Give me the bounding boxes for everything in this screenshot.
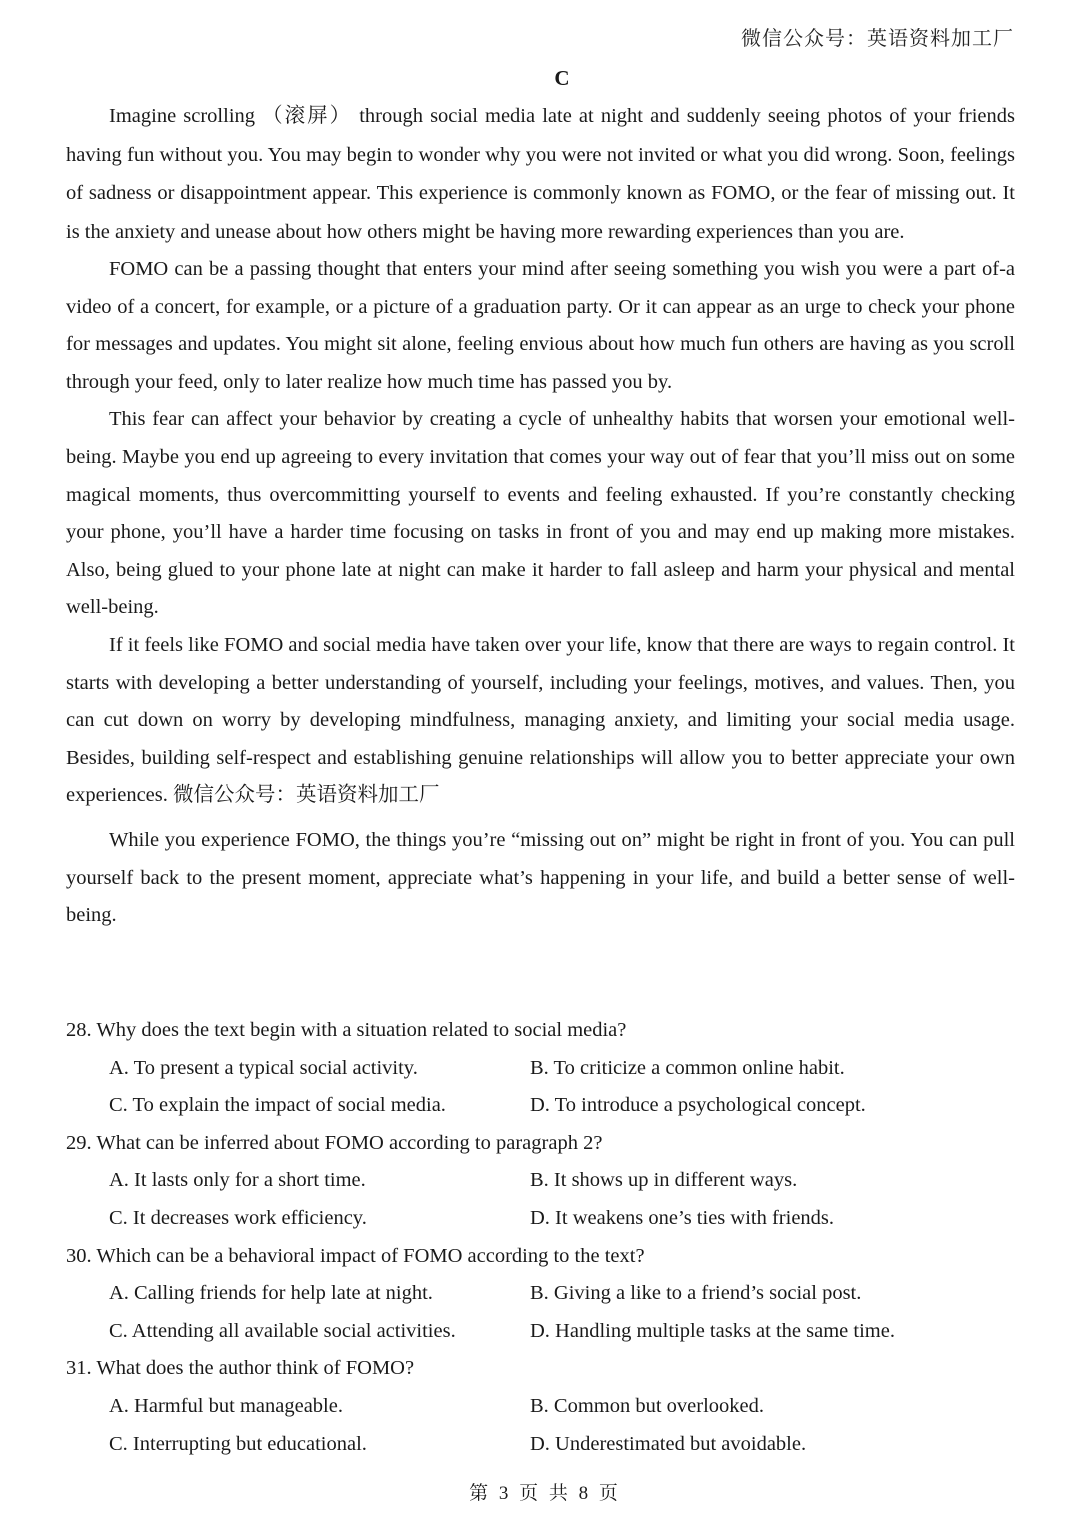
inline-watermark: 微信公众号：英语资料加工厂 [173, 784, 440, 807]
option-grid [109, 1162, 1015, 1237]
question-list [66, 1012, 1015, 1463]
option-b: B. To criticize a common online habit. [530, 1056, 845, 1079]
question-stem: 28. Why does the text begin with a situation related to social media? [66, 1019, 627, 1041]
option-a: A. Calling friends for help late at night. [109, 1282, 433, 1305]
option-a: A. Harmful but manageable. [109, 1394, 343, 1417]
paragraph-1: Imagine scrolling （滚屏） through social media late at night and suddenly seeing photos of your friends having fun without you. You may begin to wonder why you were not invited or what you did wrong. Soon, feelings of sadness or disappointment appear. This experience is commonly known as FOMO, or the fear of missing out. It is the anxiety and unease about how others might be having more rewarding experiences than you are. [66, 105, 1015, 243]
section-letter: C [554, 66, 570, 90]
option-c: C. It decreases work efficiency. [109, 1206, 367, 1229]
paragraph-5: While you experience FOMO, the things you’re “missing out on” might be right in front of you. You can pull yourself back to the present moment, appreciate what’s happening in your life, and build a better sense of well-being. [66, 828, 1015, 927]
option-b: B. Giving a like to a friend’s social post. [530, 1282, 862, 1305]
question-28 [66, 1012, 1015, 1125]
paragraph-4 [66, 627, 1015, 815]
question-30 [66, 1238, 1015, 1351]
option-d: D. It weakens one’s ties with friends. [530, 1206, 835, 1229]
option-b: B. Common but overlooked. [530, 1394, 765, 1417]
paragraph-2: FOMO can be a passing thought that enters your mind after seeing something you wish you were a part of-a video of a concert, for example, or a picture of a graduation party. Or it can appear as an urge to check your phone for messages and updates. You might sit alone, feeling envious about how much fun others are having as you scroll through your feed, only to later realize how much time has passed you by. [66, 258, 1015, 393]
option-a: A. To present a typical social activity. [109, 1056, 418, 1079]
paragraph-3: This fear can affect your behavior by creating a cycle of unhealthy habits that worsen your emotional well-being. Maybe you end up agreeing to every invitation that comes your way out of fear that you’ll miss out on some magical moments, thus overcommitting yourself to events and feeling exhausted. If you’re constantly checking your phone, you’ll have a harder time focusing on tasks in front of you and may end up making more mistakes. Also, being glued to your phone late at night can make it harder to fall asleep and harm your physical and mental well-being. [66, 408, 1015, 619]
option-grid [109, 1275, 1015, 1350]
option-grid [109, 1388, 1015, 1463]
option-a: A. It lasts only for a short time. [109, 1169, 366, 1192]
option-d: D. To introduce a psychological concept. [530, 1094, 866, 1117]
paragraph-4-text: If it feels like FOMO and social media have taken over your life, know that there are ways to regain control. It starts with developing a better understanding of yourself, including your feelings, motives, and values. Then, you can cut down on worry by developing mindfulness, managing anxiety, and limiting your social media usage. Besides, building self-respect and establishing genuine relationships will allow you to better appreciate your own experiences. [66, 633, 1015, 807]
option-c: C. Attending all available social activities. [109, 1319, 456, 1342]
option-grid [109, 1050, 1015, 1125]
reading-passage [66, 97, 1015, 935]
question-stem: 31. What does the author think of FOMO? [66, 1357, 415, 1380]
question-29 [66, 1125, 1015, 1238]
option-b: B. It shows up in different ways. [530, 1169, 798, 1192]
option-c: C. Interrupting but educational. [109, 1432, 367, 1455]
question-31 [66, 1350, 1015, 1463]
question-stem: 29. What can be inferred about FOMO according to paragraph 2? [66, 1131, 603, 1154]
option-d: D. Handling multiple tasks at the same time. [530, 1319, 895, 1342]
page-number: 第 3 页 共 8 页 [469, 1483, 621, 1504]
option-d: D. Underestimated but avoidable. [530, 1432, 807, 1455]
question-stem: 30. Which can be a behavioral impact of FOMO according to the text? [66, 1244, 645, 1267]
option-c: C. To explain the impact of social media. [109, 1094, 446, 1117]
header-watermark: 微信公众号：英语资料加工厂 [741, 28, 1014, 50]
